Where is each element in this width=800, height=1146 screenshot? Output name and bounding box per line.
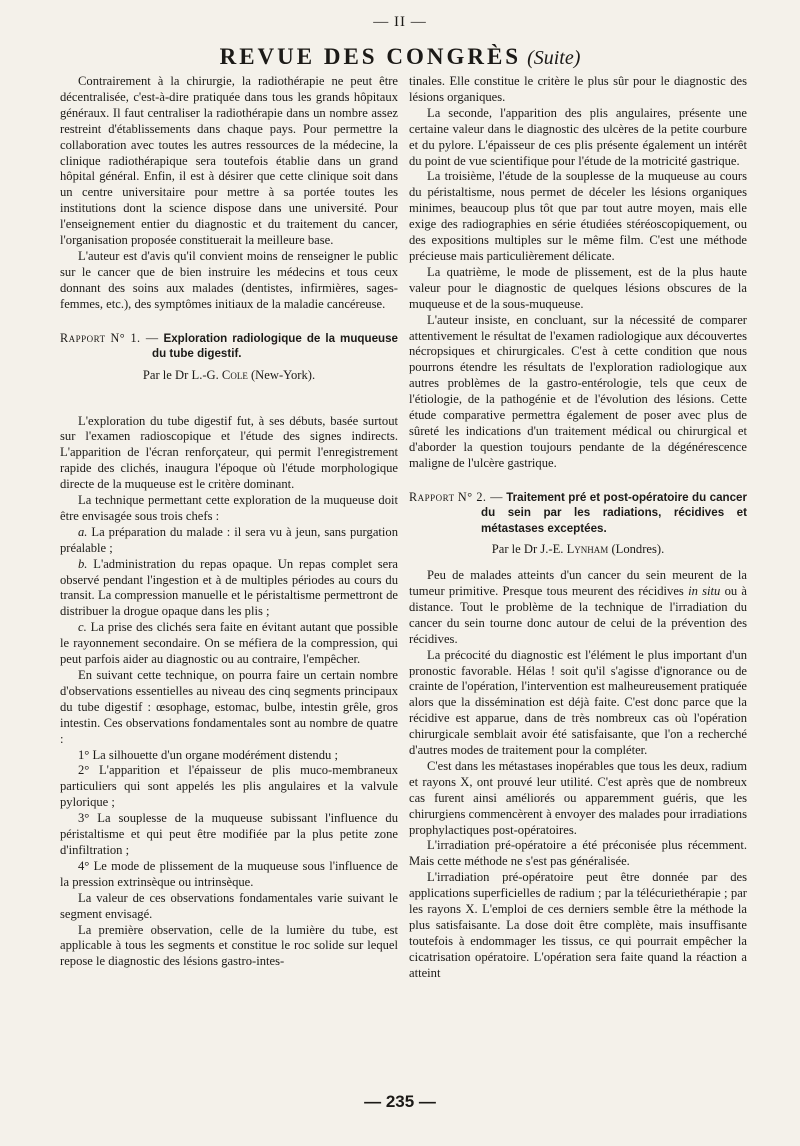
numbered-item: 4° Le mode de plissement de la muqueuse sous l'influence de la pression extrinsèque ou intrinsèque.	[60, 858, 398, 889]
byline-prefix: Par le Dr	[491, 542, 538, 557]
paragraph: La troisième, l'étude de la souplesse de la muqueuse au cours du péristaltisme, nous permet de déceler les lésions organiques minimes, beaucoup plus tôt que par tout autre moyen, mais elle exige des radiographies en série étudiées stéréoscopiquement, ou des expositions multiples sur le même film. C'est une méthode précieuse mais particulièrement délicate.	[409, 169, 747, 263]
rapport-title: Exploration radiologique de la muqueuse du tube digestif.	[152, 331, 399, 361]
numbered-item: 3° La souplesse de la muqueuse subissant l'influence du péristaltisme et qui peut être modifiée par la plus petite zone d'infiltration ;	[60, 811, 398, 857]
list-item: c. La prise des clichés sera faite en évitant autant que possible le rayonnement secondaire. On se méfiera de la compression, qui peut parfois aider au diagnostic ou au contraire, l'empêcher.	[60, 620, 398, 667]
italic-term: in situ	[688, 583, 721, 598]
paragraph: En suivant cette technique, on pourra faire un certain nombre d'observations essentielles au niveau des cinq segments principaux du tube digestif : œsophage, estomac, bulbe, intestin grêle, gros intestin. Ces observations fondamentales sont au nombre de quatre :	[60, 668, 398, 746]
rapport-2-byline	[409, 542, 747, 558]
paragraph: Peu de malades atteints d'un cancer du sein meurent de la tumeur primitive. Presque tous meurent des récidives in situ ou à distance. Tout le problème de la technique de l'irradiation du cancer du sein tourne donc autour de celui de la prévention des récidives.	[409, 568, 748, 646]
paragraph: La technique permettant cette exploration de la muqueuse doit être envisagée sous trois chefs :	[60, 493, 398, 523]
rapport-2-heading	[409, 490, 747, 537]
title-text: REVUE DES CONGRÈS	[219, 44, 522, 69]
byline-prefix: Par le Dr	[142, 367, 189, 382]
item-letter: c.	[78, 620, 87, 635]
paragraph: C'est dans les métastases inopérables que tous les deux, radium et rayons X, ont prouvé leur utilité. C'est après que de nombreux cas furent ainsi améliorés ou apparemment guéris, que les chirurgiens commencèrent à envoyer des malades pour irradiations prophylactiques post-opératoires.	[409, 758, 747, 837]
byline-place: (Londres).	[611, 542, 665, 557]
byline-author: J.-E. Lynham	[540, 542, 609, 557]
byline-author: L.-G. Cole	[191, 367, 248, 382]
paragraph: Contrairement à la chirurgie, la radiothérapie ne peut être décentralisée, c'est-à-dire pratiquée dans tous les grands hôpitaux généraux. Il faut centraliser la radiothérapie dans un nombre assez restreint d'établissements dans chaque pays. Pour permettre la collaboration avec toutes les autres ressources de la médecine, la clinique radiothérapique sera toutefois établie dans un grand hôpital général. Enfin, il est à désirer que cette clinique soit dans un centre universitaire pour mettre à sa portée toutes les institutions dont la science dispose dans une université. Pour l'enseignement entier du diagnostic et du traitement du cancer, l'organisation proposée constituerait la meilleure base.	[60, 74, 398, 248]
paragraph: La valeur de ces observations fondamentales varie suivant le segment envisagé.	[60, 890, 398, 921]
right-column	[409, 74, 747, 982]
paragraph: La précocité du diagnostic est l'élément le plus important d'un pronostic favorable. Hélas ! soit qu'il s'agisse d'ignorance ou de crainte de l'opération, l'intervention est malheureusement pratiquée alors que la dissémination est déjà faite. C'est donc parce que la récidive est apparue, dans de très nombreux cas où l'opération chirurgicale semblait avoir été satisfaisante, que l'on a recherché d'autres modes de traitement pour la compléter.	[409, 647, 747, 758]
paragraph: La quatrième, le mode de plissement, est de la plus haute valeur pour le diagnostic de quelques lésions obscures de la muqueuse et de la sous-muqueuse.	[409, 264, 747, 311]
paragraph: L'auteur insiste, en concluant, sur la nécessité de comparer attentivement le résultat de l'examen radiologique aux découvertes nécropsiques et chirurgicales. C'est à cette condition que nous pourrons étendre les résultats de l'exploration radiologique aux autres problèmes de la gastro-entérologie, tels que ceux de l'étiologie, de la pathogénie et de l'évolution des lésions. Cette étude comparative permettra également de poser avec plus de sûreté les indications d'un traitement médical ou chirurgical et d'aborder la question toujours pendante de la dégénérescence maligne de l'ulcère gastrique.	[409, 312, 747, 470]
rapport-label: Rapport	[60, 330, 106, 345]
paragraph: L'auteur est d'avis qu'il convient moins de renseigner le public sur le cancer que de bien instruire les médecins et tous ceux donnant des soins aux malades (dentistes, infirmières, sages-femmes, etc.), des symptômes initiaux de la maladie cancéreuse.	[60, 248, 398, 311]
rapport-1-heading	[60, 331, 398, 362]
paragraph: tinales. Elle constitue le critère le plus sûr pour le diagnostic des lésions organiques.	[409, 74, 747, 104]
paragraph: La seconde, l'apparition des plis angulaires, présente une certaine valeur dans le diagnostic des ulcères de la petite courbure et du pylore. L'épaisseur de ces plis présente également un intérêt du point de vue scientifique pour l'étude de la motricité gastrique.	[409, 105, 747, 168]
numbered-item: 2° L'apparition et l'épaisseur de plis muco-membraneux particuliers qui sont appelés les plis angulaires et la valvule pylorique ;	[60, 763, 398, 810]
top-page-number: — II —	[373, 14, 427, 30]
item-letter: b.	[78, 556, 88, 571]
paragraph: L'exploration du tube digestif fut, à ses débuts, basée surtout sur l'examen radioscopique et l'étude des signes indirects. L'apparition de l'écran renforçateur, qui permit l'enregistrement rapide des clichés, inaugura l'époque où l'étude morphologique directe de la muqueuse est le critère dominant.	[60, 413, 398, 492]
rapport-1-byline	[60, 368, 398, 384]
title-suffix: (Suite)	[527, 47, 581, 69]
rapport-number: N° 2. —	[457, 489, 503, 504]
paragraph: L'irradiation pré-opératoire peut être donnée par des applications superficielles de radium ; par la télécuriethérapie ; par les rayons X. L'emploi de ces derniers semble être la méthode la plus satisfaisante. La dose doit être complète, mais insuffisante toutefois à endommager les tissus, ce qui pourrait empêcher la cicatrisation opératoire. L'opération sera faite quand la réaction a atteint	[409, 870, 747, 980]
list-item: b. L'administration du repas opaque. Un repas complet sera observé pendant l'ingestion et à de multiples périodes au cours du transit. La compression manuelle et le péristaltisme permettront de distribuer la drogue opaque dans les plis ;	[60, 556, 398, 619]
byline-place: (New-York).	[250, 367, 316, 382]
paragraph: La première observation, celle de la lumière du tube, est applicable à tous les segments et constitue le roc solide sur lequel repose le diagnostic des lésions gastro-intes-	[60, 922, 398, 969]
rapport-title: Traitement pré et post-opératoire du cancer du sein par les radiations, récidives et métastases exceptées.	[481, 490, 748, 535]
page-title	[0, 44, 800, 70]
rapport-label: Rapport	[409, 489, 455, 504]
left-column	[60, 74, 398, 970]
numbered-item: 1° La silhouette d'un organe modérément distendu ;	[78, 747, 338, 762]
rapport-number: N° 1. —	[110, 330, 159, 345]
paragraph: L'irradiation pré-opératoire a été préconisée plus récemment. Mais cette méthode ne s'est pas généralisée.	[409, 838, 747, 869]
list-item: a. La préparation du malade : il sera vu à jeun, sans purgation préalable ;	[60, 524, 398, 555]
bottom-page-number: — 235 —	[364, 1092, 436, 1111]
item-letter: a.	[78, 524, 88, 539]
